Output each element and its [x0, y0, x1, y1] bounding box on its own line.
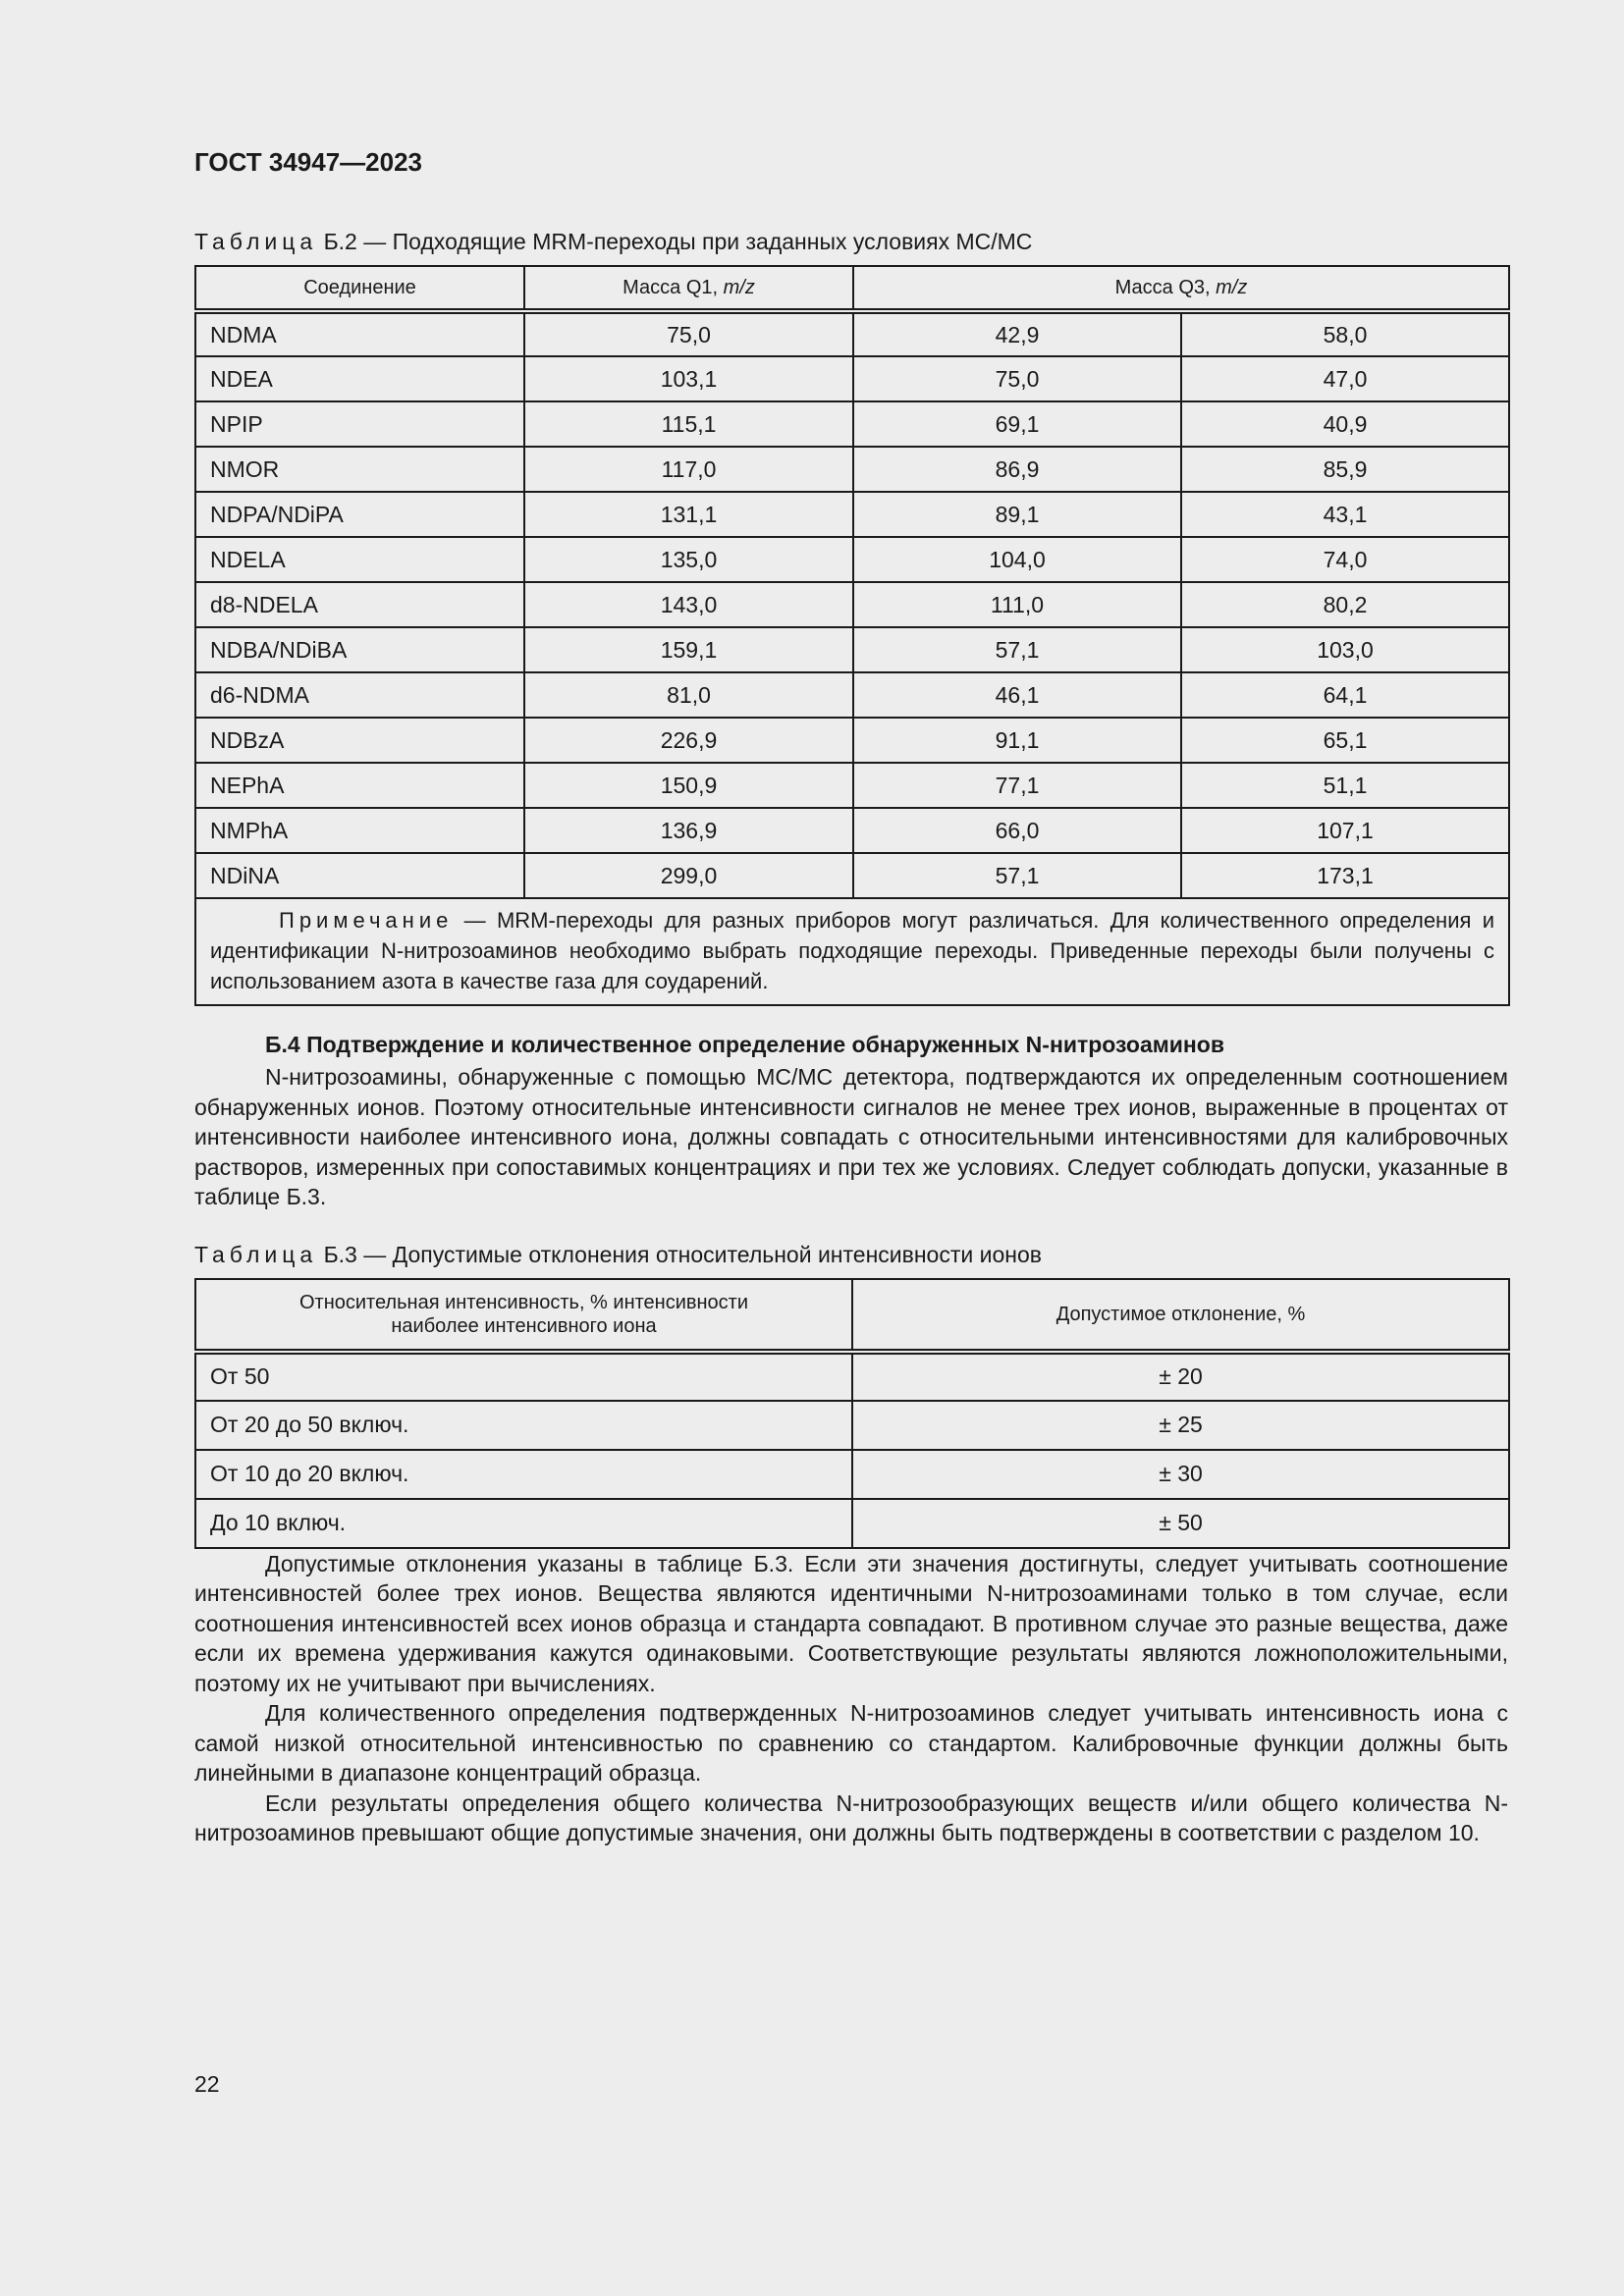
table-b2-body [195, 311, 1509, 898]
cell-mass-q1: 81,0 [524, 672, 853, 718]
cell-deviation: ± 20 [852, 1352, 1509, 1401]
table-b3-header-row [195, 1279, 1509, 1352]
cell-mass-q3-second: 51,1 [1181, 763, 1509, 808]
table-row [195, 718, 1509, 763]
cell-mass-q3-second: 80,2 [1181, 582, 1509, 627]
cell-mass-q1: 159,1 [524, 627, 853, 672]
table-row [195, 401, 1509, 447]
note-label: Примечание [279, 908, 454, 933]
cell-mass-q3-first: 46,1 [853, 672, 1181, 718]
cell-intensity-range: От 10 до 20 включ. [195, 1450, 852, 1499]
cell-mass-q3-first: 75,0 [853, 356, 1181, 401]
table-b2-header-row [195, 266, 1509, 311]
cell-mass-q3-second: 85,9 [1181, 447, 1509, 492]
cell-mass-q3-first: 57,1 [853, 853, 1181, 898]
table-row [195, 492, 1509, 537]
cell-mass-q3-first: 89,1 [853, 492, 1181, 537]
cell-mass-q3-first: 77,1 [853, 763, 1181, 808]
cell-compound: NMOR [195, 447, 524, 492]
cell-intensity-range: От 50 [195, 1352, 852, 1401]
cell-mass-q3-second: 173,1 [1181, 853, 1509, 898]
table-b3 [194, 1278, 1510, 1549]
cell-mass-q3-first: 111,0 [853, 582, 1181, 627]
header-mass-q3-label: Масса Q3, [1114, 276, 1217, 298]
cell-mass-q1: 136,9 [524, 808, 853, 853]
cell-mass-q3-first: 91,1 [853, 718, 1181, 763]
cell-compound: NDPA/NDiPA [195, 492, 524, 537]
paragraph-total-amount: Если результаты определения общего количества N-нитрозообразующих веществ и/или общего количества N-нитрозоаминов превышают общие допустимые значения, они должны быть подтверждены в соответствии с разделом 10. [194, 1789, 1508, 1845]
cell-mass-q1: 75,0 [524, 311, 853, 356]
cell-compound: NDBzA [195, 718, 524, 763]
table-row [195, 672, 1509, 718]
cell-compound: NDELA [195, 537, 524, 582]
cell-mass-q1: 143,0 [524, 582, 853, 627]
table-row [195, 447, 1509, 492]
header-mass-q3 [853, 266, 1509, 311]
table-row [195, 808, 1509, 853]
cell-mass-q3-first: 66,0 [853, 808, 1181, 853]
table-b2-note-row [195, 898, 1509, 1005]
cell-mass-q1: 117,0 [524, 447, 853, 492]
cell-mass-q3-first: 42,9 [853, 311, 1181, 356]
table-b2-caption [194, 229, 1508, 255]
cell-compound: NDEA [195, 356, 524, 401]
header-relative-intensity: Относительная интенсивность, % интенсивности наиболее интенсивного иона [195, 1279, 852, 1352]
cell-compound: d6-NDMA [195, 672, 524, 718]
table-row [195, 537, 1509, 582]
table-row [195, 763, 1509, 808]
table-row [195, 1499, 1509, 1548]
header-mass-q1 [524, 266, 853, 311]
cell-mass-q3-second: 64,1 [1181, 672, 1509, 718]
cell-deviation: ± 25 [852, 1401, 1509, 1450]
cell-mass-q1: 150,9 [524, 763, 853, 808]
cell-compound: NDiNA [195, 853, 524, 898]
cell-mass-q3-second: 103,0 [1181, 627, 1509, 672]
cell-mass-q1: 226,9 [524, 718, 853, 763]
cell-mass-q1: 135,0 [524, 537, 853, 582]
header-mass-q1-unit: m/z [723, 276, 755, 298]
cell-compound: d8-NDELA [195, 582, 524, 627]
document-title: ГОСТ 34947—2023 [194, 147, 422, 177]
cell-mass-q1: 103,1 [524, 356, 853, 401]
cell-compound: NPIP [195, 401, 524, 447]
cell-compound: NDMA [195, 311, 524, 356]
cell-mass-q3-first: 69,1 [853, 401, 1181, 447]
cell-deviation: ± 30 [852, 1450, 1509, 1499]
cell-mass-q3-second: 40,9 [1181, 401, 1509, 447]
paragraph-quantification: Для количественного определения подтвержденных N-нитрозоаминов следует учитывать интенсивность иона с самой низкой относительной интенсивностью по сравнению со стандартом. Калибровочные функции должны быть линейными в диапазоне концентраций образца. [194, 1700, 1508, 1786]
cell-mass-q1: 131,1 [524, 492, 853, 537]
cell-compound: NMPhA [195, 808, 524, 853]
cell-intensity-range: От 20 до 50 включ. [195, 1401, 852, 1450]
cell-mass-q3-second: 43,1 [1181, 492, 1509, 537]
table-b3-caption [194, 1242, 1508, 1268]
section-b4-paragraph: N-нитрозоамины, обнаруженные с помощью МС/МС детектора, подтверждаются их определенным соотношением обнаруженных ионов. Поэтому относительные интенсивности сигналов не менее трех ионов, выраженные в процентах от интенсивности наиболее интенсивного иона, должны совпадать с относительными интенсивностями для калибровочных растворов, измеренных при сопоставимых концентрациях и при тех же условиях. Следует соблюдать допуски, указанные в таблице Б.3. [194, 1064, 1508, 1209]
cell-compound: NDBA/NDiBA [195, 627, 524, 672]
paragraph-deviations: Допустимые отклонения указаны в таблице Б.3. Если эти значения достигнуты, следует учитывать соотношение интенсивностей более трех ионов. Вещества являются идентичными N-нитрозоаминами только в том случае, если соотношения интенсивностей всех ионов образца и стандарта совпадают. В противном случае это разные вещества, даже если их времена удерживания кажутся одинаковыми. Соответствующие результаты являются ложноположительными, поэтому их не учитывают при вычислениях. [194, 1550, 1508, 1696]
table-row [195, 853, 1509, 898]
page-number: 22 [194, 2071, 220, 2097]
cell-mass-q3-second: 107,1 [1181, 808, 1509, 853]
cell-intensity-range: До 10 включ. [195, 1499, 852, 1548]
table-row [195, 1450, 1509, 1499]
cell-mass-q3-first: 57,1 [853, 627, 1181, 672]
header-mass-q1-label: Масса Q1, [623, 276, 724, 298]
table-b3-caption-prefix: Таблица [194, 1241, 318, 1267]
table-b3-body [195, 1352, 1509, 1548]
table-b3-caption-text: Б.3 — Допустимые отклонения относительной интенсивности ионов [317, 1241, 1042, 1267]
table-row [195, 356, 1509, 401]
table-b2-caption-text: Б.2 — Подходящие MRM-переходы при заданных условиях МС/МС [317, 229, 1033, 254]
cell-mass-q3-second: 47,0 [1181, 356, 1509, 401]
table-row [195, 582, 1509, 627]
section-b4-title: Б.4 Подтверждение и количественное определение обнаруженных N-нитрозоаминов [265, 1032, 1224, 1057]
header-compound: Соединение [195, 266, 524, 311]
table-row [195, 1401, 1509, 1450]
table-row [195, 311, 1509, 356]
cell-compound: NEPhA [195, 763, 524, 808]
table-b2 [194, 265, 1510, 1006]
cell-mass-q1: 299,0 [524, 853, 853, 898]
note-text: — MRM-переходы для разных приборов могут различаться. Для количественного определения и идентификации N-нитрозоаминов необходимо выбрать подходящие переходы. Приведенные переходы были получены с использованием азота в качестве газа для соударений. [210, 908, 1495, 993]
header-allowed-deviation: Допустимое отклонение, % [852, 1279, 1509, 1352]
cell-mass-q1: 115,1 [524, 401, 853, 447]
table-b2-caption-prefix: Таблица [194, 229, 318, 254]
cell-mass-q3-first: 104,0 [853, 537, 1181, 582]
document-page [194, 147, 1508, 1848]
cell-mass-q3-second: 74,0 [1181, 537, 1509, 582]
table-row [195, 1352, 1509, 1401]
header-mass-q3-unit: m/z [1216, 276, 1248, 298]
cell-mass-q3-first: 86,9 [853, 447, 1181, 492]
cell-deviation: ± 50 [852, 1499, 1509, 1548]
cell-mass-q3-second: 58,0 [1181, 311, 1509, 356]
table-b2-note [195, 898, 1509, 1005]
cell-mass-q3-second: 65,1 [1181, 718, 1509, 763]
table-row [195, 627, 1509, 672]
